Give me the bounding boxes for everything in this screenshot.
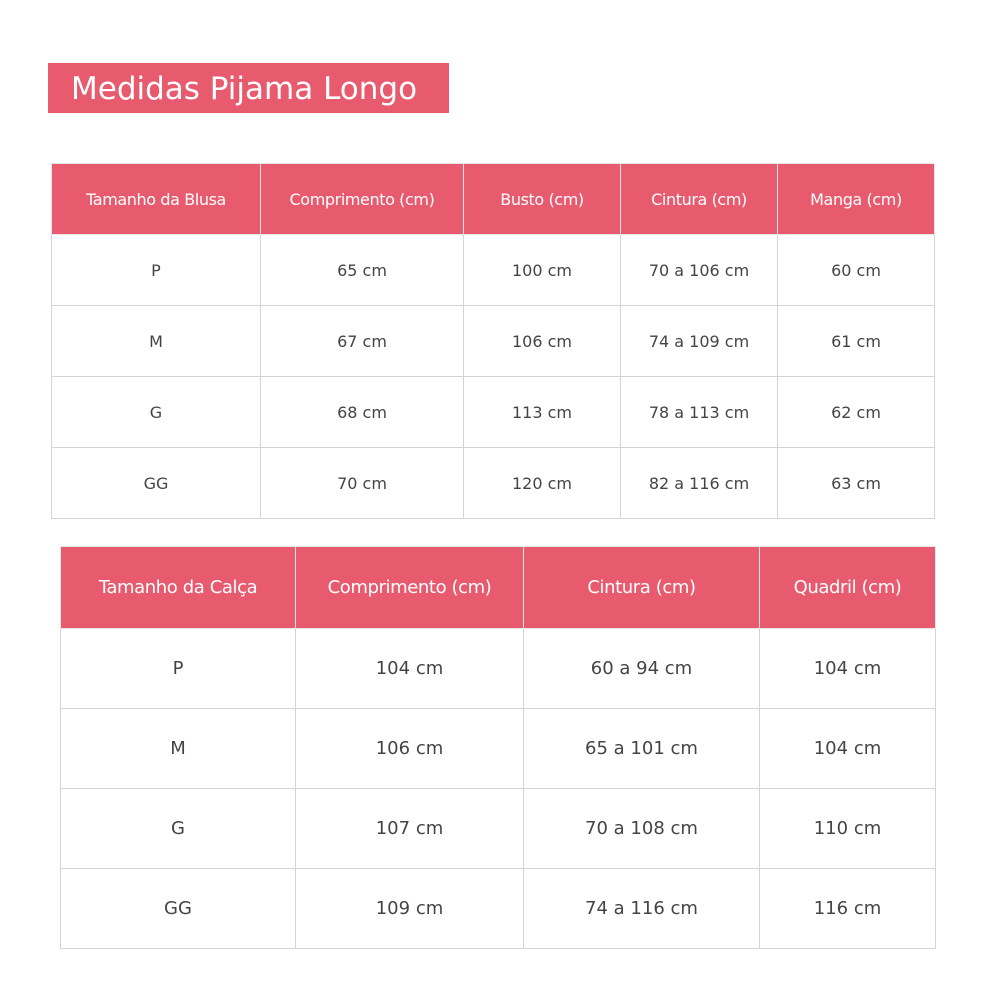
table-row	[52, 306, 935, 377]
table-cell: 113 cm	[464, 377, 621, 448]
table-cell: 106 cm	[464, 306, 621, 377]
table-cell: GG	[61, 869, 296, 949]
table-cell: G	[61, 789, 296, 869]
table-cell: 61 cm	[778, 306, 935, 377]
header-cell: Busto (cm)	[464, 164, 621, 235]
table-cell: 116 cm	[760, 869, 936, 949]
table-row	[61, 869, 936, 949]
pants-size-table	[60, 546, 936, 949]
header-cell: Comprimento (cm)	[261, 164, 464, 235]
table-cell: 62 cm	[778, 377, 935, 448]
table-row	[61, 629, 936, 709]
page-title: Medidas Pijama Longo	[48, 63, 449, 113]
table-cell: 100 cm	[464, 235, 621, 306]
table-cell: P	[52, 235, 261, 306]
table-cell: 70 a 106 cm	[621, 235, 778, 306]
table-cell: 68 cm	[261, 377, 464, 448]
table-cell: 70 a 108 cm	[524, 789, 760, 869]
header-cell: Cintura (cm)	[621, 164, 778, 235]
table-cell: M	[52, 306, 261, 377]
table-cell: 67 cm	[261, 306, 464, 377]
header-cell: Comprimento (cm)	[296, 547, 524, 629]
table-header-row	[52, 164, 935, 235]
table-cell: 104 cm	[760, 709, 936, 789]
table-row	[61, 709, 936, 789]
table-cell: 120 cm	[464, 448, 621, 519]
table-row	[52, 448, 935, 519]
table-row	[52, 377, 935, 448]
table-row	[61, 789, 936, 869]
table-cell: 65 a 101 cm	[524, 709, 760, 789]
header-cell: Tamanho da Blusa	[52, 164, 261, 235]
table-cell: 74 a 109 cm	[621, 306, 778, 377]
header-cell: Manga (cm)	[778, 164, 935, 235]
blouse-size-table	[51, 163, 935, 519]
table-row	[52, 235, 935, 306]
header-cell: Cintura (cm)	[524, 547, 760, 629]
table-cell: 104 cm	[296, 629, 524, 709]
table-cell: G	[52, 377, 261, 448]
table-cell: 110 cm	[760, 789, 936, 869]
header-cell: Tamanho da Calça	[61, 547, 296, 629]
table-cell: 65 cm	[261, 235, 464, 306]
table-cell: 60 a 94 cm	[524, 629, 760, 709]
table-cell: 106 cm	[296, 709, 524, 789]
table-cell: 70 cm	[261, 448, 464, 519]
table-cell: P	[61, 629, 296, 709]
table-cell: M	[61, 709, 296, 789]
table-cell: 60 cm	[778, 235, 935, 306]
table-header-row	[61, 547, 936, 629]
table-cell: 74 a 116 cm	[524, 869, 760, 949]
table-cell: 107 cm	[296, 789, 524, 869]
table-cell: 78 a 113 cm	[621, 377, 778, 448]
table-cell: GG	[52, 448, 261, 519]
table-cell: 109 cm	[296, 869, 524, 949]
table-cell: 82 a 116 cm	[621, 448, 778, 519]
table-cell: 104 cm	[760, 629, 936, 709]
header-cell: Quadril (cm)	[760, 547, 936, 629]
table-cell: 63 cm	[778, 448, 935, 519]
